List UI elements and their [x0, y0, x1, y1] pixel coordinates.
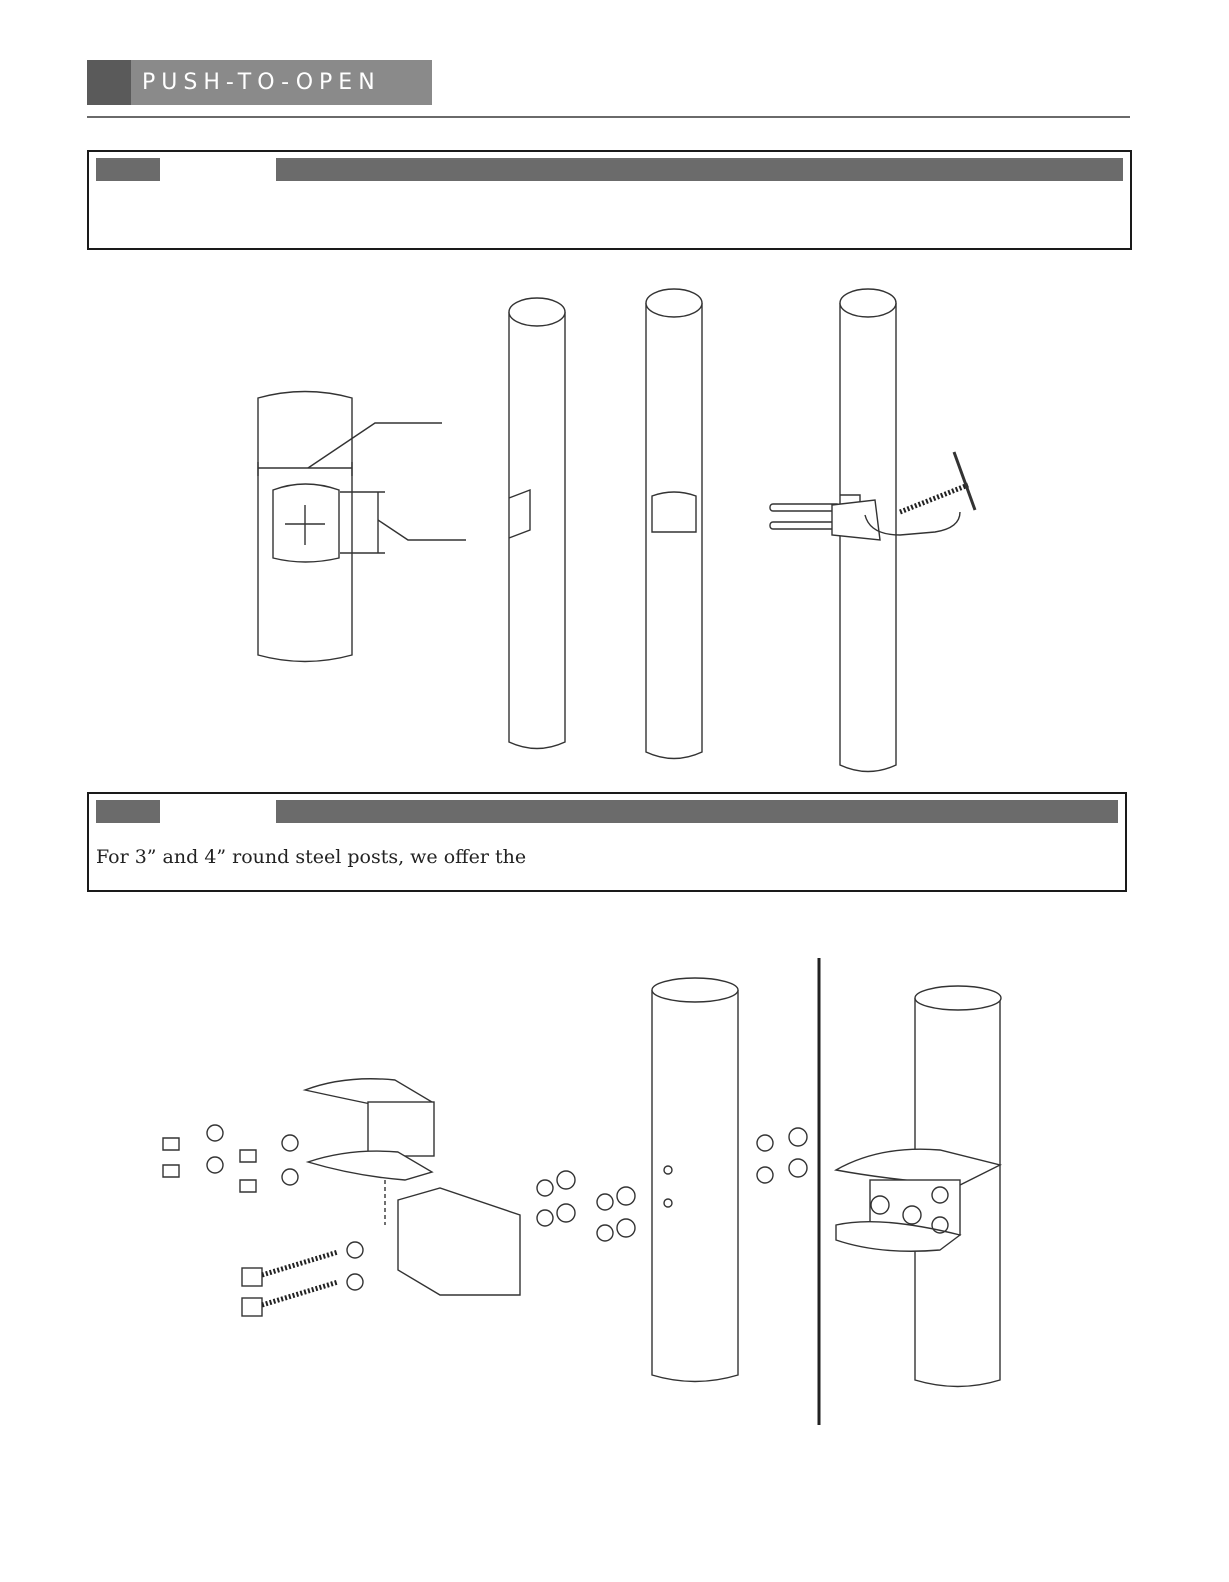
post-with-notch: [509, 298, 565, 749]
post-with-clamp-tool: [770, 289, 975, 772]
post-with-window: [646, 289, 702, 759]
cutout-template-diagram: [258, 392, 466, 662]
page-title: PUSH-TO-OPEN: [142, 70, 381, 95]
bracket-exploded-diagram: [163, 978, 807, 1382]
step-two-text: For 3” and 4” round steel posts, we offer the: [96, 846, 527, 868]
bracket-assembled-diagram: [836, 986, 1001, 1387]
